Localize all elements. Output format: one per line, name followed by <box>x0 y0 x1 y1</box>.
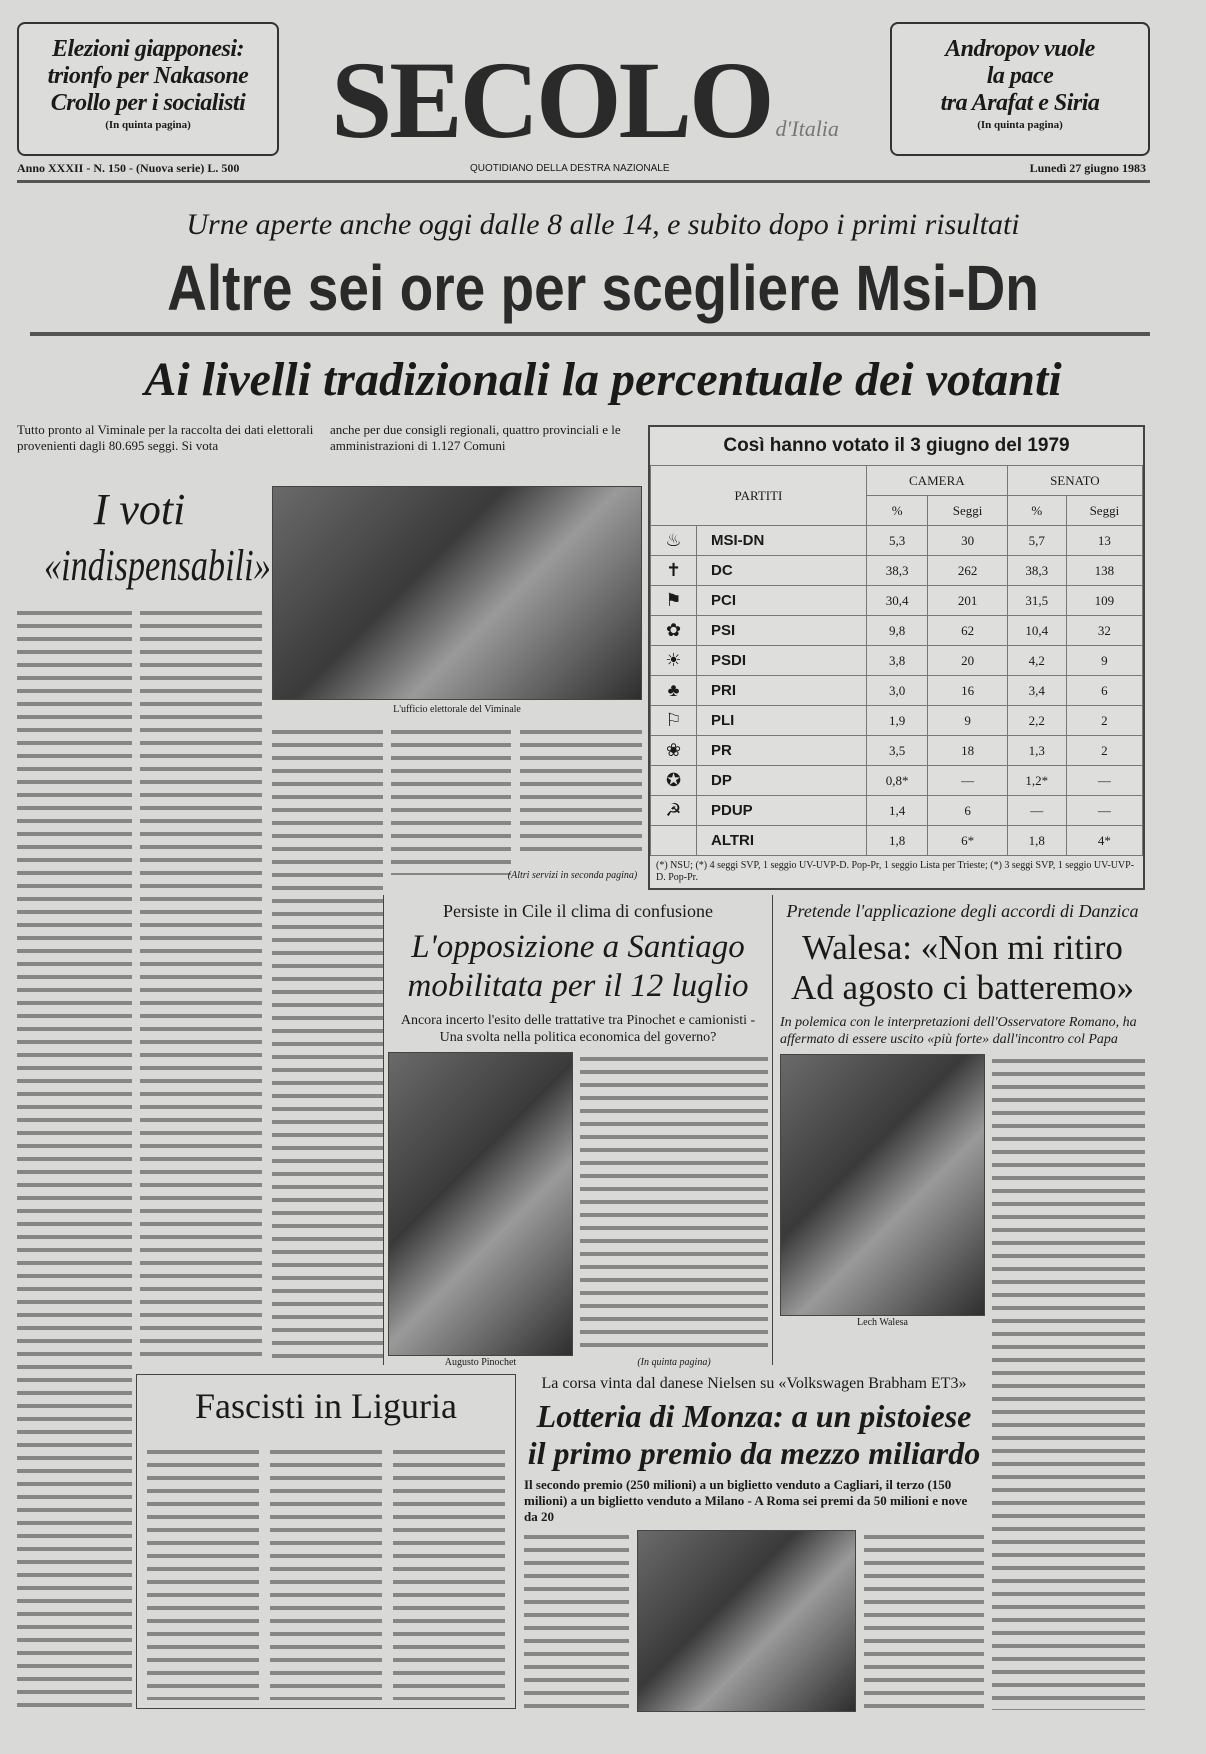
table-row <box>651 586 1143 616</box>
results-table <box>648 425 1145 890</box>
liguria-box <box>136 1374 516 1709</box>
senato-seats: 9 <box>1066 646 1142 676</box>
main-kicker: Urne aperte anche oggi dalle 8 alle 14, e subito dopo i primi risultati <box>186 208 1020 241</box>
party-name: PRI <box>697 676 867 706</box>
liguria-column <box>393 1445 505 1700</box>
intro-right: anche per due consigli regionali, quattro provinciali e le amministrazioni di 1.127 Comuni <box>330 422 621 453</box>
walesa-deck: In polemica con le interpretazioni dell'Osservatore Romano, ha affermato di essere uscito «più forte» dall'incontro col Papa <box>780 1015 1137 1047</box>
teaser-line: trionfo per Nakasone <box>47 63 249 89</box>
article-column <box>391 725 511 875</box>
editorial-column <box>140 606 262 1363</box>
table-row <box>651 616 1143 646</box>
party-name: MSI-DN <box>697 526 867 556</box>
pli-flag-icon: ⚐ <box>651 706 697 736</box>
table-row <box>651 556 1143 586</box>
article-column <box>520 725 642 855</box>
table-row <box>651 646 1143 676</box>
camera-seats: 9 <box>928 706 1007 736</box>
camera-pct: 30,4 <box>866 586 927 616</box>
teaser-box-japan[interactable] <box>17 22 279 156</box>
column-rule <box>383 895 384 1365</box>
col-seats: Seggi <box>928 496 1007 526</box>
flag-icon: ⚑ <box>651 586 697 616</box>
walesa-caption: Lech Walesa <box>857 1317 908 1328</box>
editorial-column <box>17 606 132 1713</box>
senato-seats: 2 <box>1066 706 1142 736</box>
teaser-line: Andropov vuole <box>945 36 1095 62</box>
chile-kicker: Persiste in Cile il clima di confusione <box>443 901 713 921</box>
party-name: PDUP <box>697 796 867 826</box>
party-name: ALTRI <box>697 826 867 856</box>
more-ref: (Altri servizi in seconda pagina) <box>507 870 638 881</box>
chile-deck: Ancora incerto l'esito delle trattative tra Pinochet e camionisti - Una svolta nella politica economica del governo? <box>400 1013 756 1045</box>
senato-seats: — <box>1066 796 1142 826</box>
camera-seats: 62 <box>928 616 1007 646</box>
party-name: PSDI <box>697 646 867 676</box>
divider <box>17 180 1150 183</box>
liguria-headline[interactable]: Fascisti in Liguria <box>195 1386 457 1426</box>
cross-shield-icon: ✝ <box>651 556 697 586</box>
party-name: PR <box>697 736 867 766</box>
issue-info: Anno XXXII - N. 150 - (Nuova serie) L. 500 <box>17 161 240 175</box>
masthead-subtitle: d'Italia <box>775 116 839 141</box>
table-row <box>651 796 1143 826</box>
camera-pct: 38,3 <box>866 556 927 586</box>
lottery-deck: Il secondo premio (250 milioni) a un biglietto venduto a Cagliari, il terzo (150 milioni) a un biglietto venduto a Milano - A Roma sei premi da 50 milioni e nove da 20 <box>524 1477 968 1524</box>
table-row <box>651 736 1143 766</box>
main-subhead: Ai livelli tradizionali la percentuale dei votanti <box>144 353 1062 406</box>
flame-icon: ♨ <box>651 526 697 556</box>
editorial-title-line: I voti <box>93 485 186 534</box>
walesa-kicker: Pretende l'applicazione degli accordi di Danzica <box>786 901 1139 921</box>
senato-pct: 2,2 <box>1007 706 1066 736</box>
senato-pct: — <box>1007 796 1066 826</box>
tagline: QUOTIDIANO DELLA DESTRA NAZIONALE <box>470 163 670 174</box>
col-pct: % <box>1007 496 1066 526</box>
senato-pct: 5,7 <box>1007 526 1066 556</box>
intro-left: Tutto pronto al Viminale per la raccolta dei dati elettorali provenienti dagli 80.695 seggi. Si vota <box>17 422 314 453</box>
liguria-column <box>270 1445 382 1700</box>
camera-pct: 1,8 <box>866 826 927 856</box>
party-name: DC <box>697 556 867 586</box>
camera-seats: 6* <box>928 826 1007 856</box>
pinochet-caption: Augusto Pinochet <box>444 1357 517 1368</box>
senato-pct: 4,2 <box>1007 646 1066 676</box>
camera-pct: 5,3 <box>866 526 927 556</box>
col-seats: Seggi <box>1066 496 1142 526</box>
camera-pct: 0,8* <box>866 766 927 796</box>
chile-article <box>388 900 768 1370</box>
senato-seats: 2 <box>1066 736 1142 766</box>
masthead <box>290 39 880 161</box>
senato-seats: 13 <box>1066 526 1142 556</box>
camera-seats: 6 <box>928 796 1007 826</box>
camera-seats: 16 <box>928 676 1007 706</box>
article-column <box>272 725 383 1365</box>
walesa-photo <box>780 1054 985 1316</box>
senato-seats: 32 <box>1066 616 1142 646</box>
senato-seats: 109 <box>1066 586 1142 616</box>
table-row <box>651 706 1143 736</box>
chile-text <box>580 1052 768 1356</box>
senato-seats: — <box>1066 766 1142 796</box>
senato-pct: 1,8 <box>1007 826 1066 856</box>
camera-seats: 262 <box>928 556 1007 586</box>
walesa-headline[interactable]: Walesa: «Non mi ritiro Ad agosto ci batteremo» <box>790 928 1135 1007</box>
liguria-column <box>147 1445 259 1700</box>
table-note: (*) NSU; (*) 4 seggi SVP, 1 seggio UV-UVP-D. Pop-Pr, 1 seggio Lista per Trieste; (*) 3 seggi SVP, 1 seggio UV-UVP-D. Pop-Pr. <box>656 860 1135 883</box>
carnation-icon: ✿ <box>651 616 697 646</box>
column-rule <box>772 895 773 1365</box>
senato-pct: 1,3 <box>1007 736 1066 766</box>
party-name: PSI <box>697 616 867 646</box>
camera-pct: 9,8 <box>866 616 927 646</box>
chile-ref: (In quinta pagina) <box>637 1357 711 1368</box>
party-name: DP <box>697 766 867 796</box>
issue-date: Lunedì 27 giugno 1983 <box>1029 161 1146 175</box>
camera-pct: 1,4 <box>866 796 927 826</box>
divider <box>30 332 1150 336</box>
table-row <box>651 676 1143 706</box>
senato-seats: 6 <box>1066 676 1142 706</box>
teaser-line: Elezioni giapponesi: <box>51 36 245 62</box>
lottery-column <box>524 1530 629 1712</box>
lottery-kicker: La corsa vinta dal danese Nielsen su «Volkswagen Brabham ET3» <box>541 1375 967 1392</box>
col-party: PARTITI <box>651 466 867 526</box>
sun-icon: ☀ <box>651 646 697 676</box>
editorial-title[interactable] <box>17 482 271 594</box>
lottery-headline[interactable]: Lotteria di Monza: a un pistoiese il primo premio da mezzo miliardo <box>527 1398 981 1471</box>
senato-pct: 1,2* <box>1007 766 1066 796</box>
party-name: PLI <box>697 706 867 736</box>
dp-icon: ✪ <box>651 766 697 796</box>
table-row <box>651 526 1143 556</box>
viminale-photo <box>272 486 642 700</box>
masthead-title: SECOLO <box>331 39 772 161</box>
rose-icon: ❀ <box>651 736 697 766</box>
camera-pct: 1,9 <box>866 706 927 736</box>
table-row <box>651 766 1143 796</box>
main-headline[interactable]: Altre sei ore per scegliere Msi-Dn <box>167 252 1039 324</box>
col-pct: % <box>866 496 927 526</box>
camera-seats: 30 <box>928 526 1007 556</box>
teaser-line: Crollo per i socialisti <box>50 90 246 116</box>
senato-pct: 31,5 <box>1007 586 1066 616</box>
editorial-title-line: «indispensabili» <box>43 541 271 590</box>
senato-pct: 38,3 <box>1007 556 1066 586</box>
teaser-line: tra Arafat e Siria <box>940 90 1100 116</box>
hammer-sickle-icon: ☭ <box>651 796 697 826</box>
race-photo <box>637 1530 856 1712</box>
photo-caption: L'ufficio elettorale del Viminale <box>393 704 521 715</box>
lottery-block <box>524 1374 984 1712</box>
pinochet-photo <box>388 1052 573 1356</box>
teaser-ref: (In quinta pagina) <box>105 119 191 131</box>
chile-headline[interactable]: L'opposizione a Santiago mobilitata per il 12 luglio <box>407 929 749 1004</box>
teaser-ref: (In quinta pagina) <box>977 119 1063 131</box>
col-senato: SENATO <box>1007 466 1142 496</box>
teaser-line: la pace <box>986 63 1054 89</box>
teaser-box-andropov[interactable] <box>890 22 1150 156</box>
camera-pct: 3,0 <box>866 676 927 706</box>
walesa-text <box>992 1054 1145 1710</box>
senato-seats: 138 <box>1066 556 1142 586</box>
party-symbol-icon <box>651 826 697 856</box>
party-name: PCI <box>697 586 867 616</box>
camera-seats: 201 <box>928 586 1007 616</box>
camera-seats: — <box>928 766 1007 796</box>
senato-seats: 4* <box>1066 826 1142 856</box>
senato-pct: 10,4 <box>1007 616 1066 646</box>
col-camera: CAMERA <box>866 466 1007 496</box>
ivy-icon: ♣ <box>651 676 697 706</box>
senato-pct: 3,4 <box>1007 676 1066 706</box>
table-row <box>651 826 1143 856</box>
table-title: Così hanno votato il 3 giugno del 1979 <box>723 435 1070 456</box>
camera-pct: 3,5 <box>866 736 927 766</box>
camera-pct: 3,8 <box>866 646 927 676</box>
camera-seats: 20 <box>928 646 1007 676</box>
lottery-column <box>864 1530 984 1712</box>
camera-seats: 18 <box>928 736 1007 766</box>
